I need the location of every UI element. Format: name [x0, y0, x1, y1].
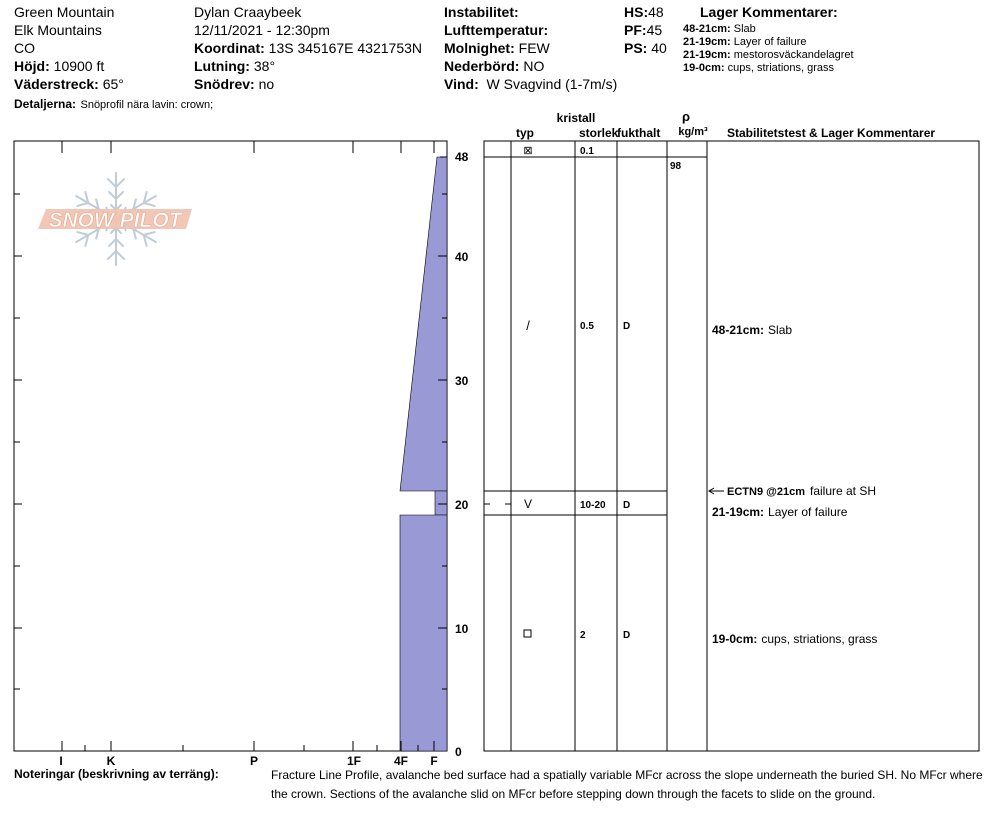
layer-comment: 19-0cm: cups, striations, grass	[683, 62, 835, 74]
layer-table	[484, 141, 979, 751]
location: Green Mountain	[14, 4, 115, 20]
header-moisture: fukthalt	[617, 126, 661, 140]
hardness-basal-layer	[400, 515, 447, 751]
layer-comment	[712, 632, 877, 646]
stability-test-result: ECTN9 @21cm failure at SH	[727, 484, 877, 498]
svg-text:48-21cm:Slab: 48-21cm: Slab	[712, 323, 793, 337]
stability-test	[709, 484, 876, 498]
depth-hoar-icon: V	[523, 497, 533, 511]
height-label: 10	[455, 622, 469, 636]
hardness-label-f: F	[430, 754, 438, 768]
mountain-range: Elk Mountains	[14, 22, 102, 38]
layer-comment	[712, 505, 848, 519]
height-label: 0	[455, 745, 462, 759]
precipitation: Nederbörd: NO	[444, 58, 545, 74]
wind: Vind: W Svagvind (1-7m/s)	[444, 76, 618, 92]
height-label: 48	[455, 150, 469, 164]
hardness-top-ticks	[62, 141, 434, 153]
layer-comment: 21-19cm: Layer of failure	[683, 36, 807, 48]
state: CO	[14, 40, 35, 56]
hardness-label-pencil: P	[249, 754, 259, 768]
layer-comment: 21-19cm: mestorosväckandelagret	[683, 49, 854, 61]
header-crystal: kristall	[556, 111, 596, 125]
aspect: Väderstreck: 65°	[14, 76, 124, 92]
hs: HS:48	[624, 4, 664, 20]
notes-line: Fracture Line Profile, avalanche bed surface had a spatially variable MFcr across the slope underneath the buried SH. No MFcr where	[271, 768, 983, 782]
layer-comments-title: Lager Kommentarer:	[700, 4, 838, 20]
table-headers	[516, 109, 935, 140]
layer-comment	[712, 323, 792, 337]
moisture: D	[623, 630, 631, 641]
details: Detaljerna: Snöprofil nära lavin: crown;	[14, 97, 214, 111]
header-size: storlek	[579, 126, 619, 140]
hardness-label-fist: I	[59, 754, 63, 768]
header-density-unit: kg/m³	[678, 126, 708, 138]
hardness-label-1f: 1F	[346, 754, 362, 768]
air-temperature: Lufttemperatur:	[444, 22, 549, 38]
header-stability: Stabilitetstest & Lager Kommentarer	[727, 126, 936, 140]
header-rho: ρ	[681, 109, 691, 124]
datetime: 12/11/2021 - 12:30pm	[194, 22, 330, 38]
layer-row	[524, 497, 848, 519]
layer-row	[526, 318, 792, 337]
coordinate: Koordinat: 13S 345167E 4321753N	[194, 40, 423, 56]
surface-hoar-icon: ⊠	[523, 145, 533, 157]
svg-text:19-0cm:cups, striations, grass: 19-0cm: cups, striations, grass	[712, 632, 878, 646]
faceted-crystal-icon	[524, 630, 531, 637]
notes-line: the crown. Sections of the avalanche slid on MFcr before stepping down through the facets to slide on the ground.	[271, 787, 876, 801]
density-value: 98	[670, 161, 682, 172]
sky-cover: Molnighet: FEW	[444, 40, 550, 56]
ps: PS: 40	[624, 40, 667, 56]
moisture: D	[623, 500, 631, 511]
height-label: 40	[455, 250, 469, 264]
logo-text: SNOW PILOT	[48, 209, 182, 232]
height-axis-labels	[455, 150, 469, 759]
observer: Dylan Craaybeek	[194, 4, 302, 20]
hardness-slab-layer	[400, 157, 447, 491]
height-left-ticks	[14, 194, 22, 689]
wind-loading: Snödrev: no	[194, 76, 275, 92]
moisture: D	[623, 321, 631, 332]
hardness-label-4f: 4F	[393, 754, 409, 768]
crystal-size: 2	[580, 630, 586, 641]
crystal-size: 0.5	[580, 321, 594, 332]
notes-label: Noteringar (beskrivning av terräng):	[14, 767, 219, 781]
layer-comment: 48-21cm: Slab	[683, 23, 756, 35]
decomposing-fragments-icon: /	[526, 318, 530, 333]
hardness-failure-layer	[435, 491, 447, 515]
height-label: 30	[455, 374, 469, 388]
instability: Instabilitet:	[444, 4, 519, 20]
hardness-axis-labels	[59, 754, 437, 768]
pf: PF:45	[624, 22, 663, 38]
hardness-bottom-ticks	[62, 741, 434, 751]
svg-text:21-19cm:Layer of failure: 21-19cm: Layer of failure	[712, 505, 848, 519]
hardness-label-knife: K	[106, 754, 116, 768]
elevation: Höjd: 10900 ft	[14, 58, 105, 74]
slope: Lutning: 38°	[194, 58, 276, 74]
surface-row	[523, 145, 594, 157]
crystal-size: 10-20	[580, 500, 606, 511]
snowpilot-logo	[38, 173, 192, 265]
layer-row	[524, 630, 877, 646]
surface-size: 0.1	[580, 146, 594, 157]
header-type: typ	[516, 126, 534, 140]
height-label: 20	[455, 498, 469, 512]
